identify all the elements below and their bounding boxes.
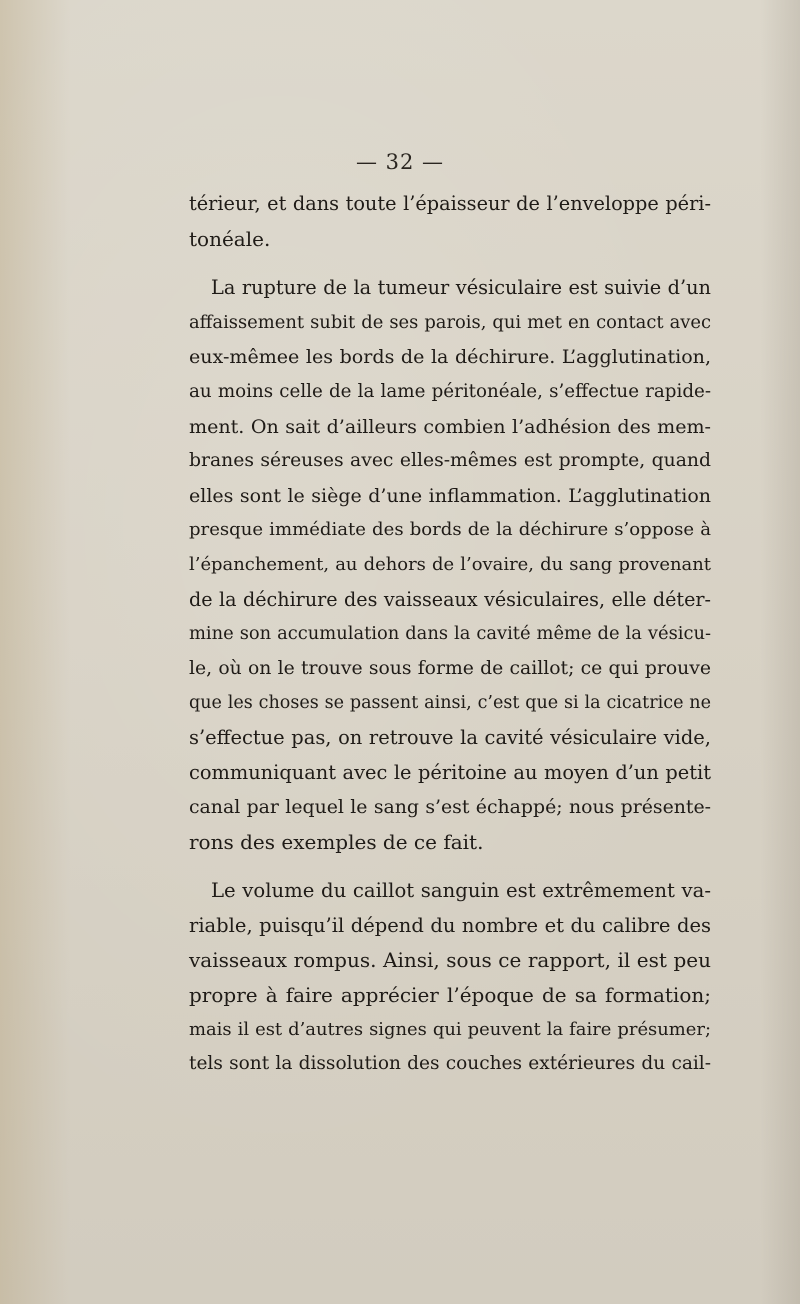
text-line: presque immédiate des bords de la déchirure s’oppose à — [189, 519, 711, 541]
text-line: rons des exemples de ce fait. — [189, 829, 484, 854]
text-line: canal par lequel le sang s’est échappé; nous présente- — [189, 796, 711, 819]
text-line: tonéale. — [189, 226, 271, 251]
text-line: s’effectue pas, on retrouve la cavité vésiculaire vide, — [189, 725, 711, 749]
text-line: au moins celle de la lame péritonéale, s’effectue rapide- — [189, 380, 711, 402]
text-line: que les choses se passent ainsi, c’est que si la cicatrice ne — [189, 693, 711, 714]
page-number: — 32 — — [355, 150, 445, 174]
body-text — [189, 187, 711, 1082]
text-line: eux-mêmee les bords de la déchirure. L’agglutination, — [189, 346, 711, 369]
text-line: vaisseaux rompus. Ainsi, sous ce rapport, il est peu — [189, 948, 711, 973]
paragraph-3 — [189, 874, 711, 1082]
text-line: communiquant avec le péritoine au moyen d’un petit — [189, 760, 711, 784]
text-line: ment. On sait d’ailleurs combien l’adhésion des mem- — [189, 415, 711, 438]
text-line: La rupture de la tumeur vésiculaire est suivie d’un — [211, 276, 711, 300]
text-line: Le volume du caillot sanguin est extrêmement va- — [211, 879, 711, 903]
text-line: tels sont la dissolution des couches extérieures du cail- — [189, 1053, 711, 1075]
text-line: mine son accumulation dans la cavité même de la vésicu- — [189, 623, 711, 645]
text-line: elles sont le siège d’une inflammation. L’agglutination — [189, 484, 711, 507]
text-line: riable, puisqu’il dépend du nombre et du calibre des — [189, 913, 711, 937]
paragraph-2 — [189, 271, 711, 859]
text-line: de la déchirure des vaisseaux vésiculaires, elle déter- — [189, 587, 711, 611]
text-line: propre à faire apprécier l’époque de sa formation; — [189, 983, 711, 1008]
text-line: branes séreuses avec elles-mêmes est prompte, quand — [189, 450, 711, 472]
text-line: affaissement subit de ses parois, qui met en contact avec — [189, 311, 711, 333]
text-line: mais il est d’autres signes qui peuvent la faire présumer; — [189, 1018, 711, 1040]
paragraph-1 — [189, 187, 711, 256]
text-line: térieur, et dans toute l’épaisseur de l’enveloppe péri- — [189, 192, 711, 215]
text-line: l’épanchement, au dehors de l’ovaire, du sang provenant — [189, 553, 711, 575]
text-line: le, où on le trouve sous forme de caillot; ce qui prouve — [189, 657, 711, 679]
